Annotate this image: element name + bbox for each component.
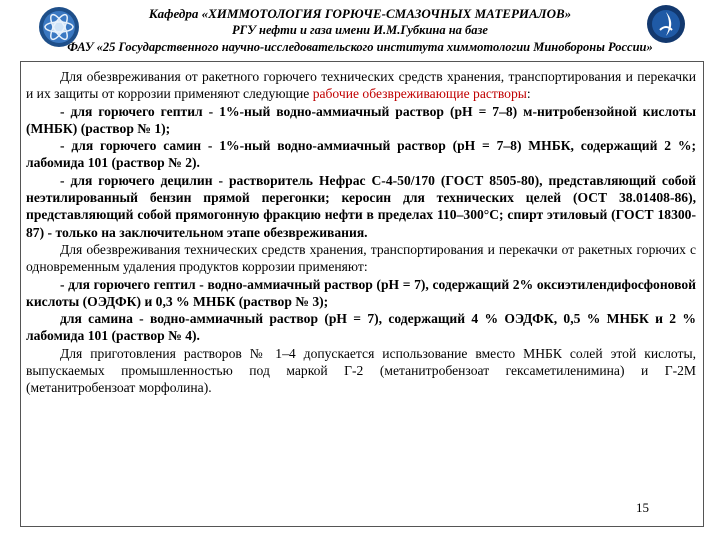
intro-text: Для обезвреживания от ракетного горючего технических средств хранения, транспортирования и перекачки и их защиты от коррозии применяют следующие xyxy=(26,69,696,102)
paragraph-intro xyxy=(26,68,696,103)
university-line: РГУ нефти и газа имени И.М.Губкина на базе xyxy=(232,23,488,37)
item-decilin: - для горючего децилин - растворитель Нефрас С-4-50/170 (ГОСТ 8505-80), представляющий собой неэтилированный бензин прямой перегонки; керосин для технических целей (ОСТ 38.01408-86), представляющий собой прямогонную фракцию нефти в пределах 110–300°С; спирт этиловый (ГОСТ 18300-87) - только на заключительном этапе обезвреживания. xyxy=(26,172,696,240)
institute-line: ФАУ «25 Государственного научно-исследовательского института химмотологии Минобороны России» xyxy=(67,40,653,54)
item-heptyl-corrosion: - для горючего гептил - водно-аммиачный раствор (рН = 7), содержащий 2% оксиэтилендифосфоновой кислоты (ОЭДФК) и 0,3 % МНБК (раствор № 3); xyxy=(26,276,696,309)
department-title: Кафедра «ХИММОТОЛОГИЯ ГОРЮЧЕ-СМАЗОЧНЫХ МАТЕРИАЛОВ» xyxy=(148,6,572,21)
slide-body xyxy=(26,68,696,397)
highlighted-term: рабочие обезвреживающие растворы xyxy=(312,86,527,102)
item-samin: - для горючего самин - 1%-ный водно-аммиачный раствор (рН = 7–8) МНБК, содержащий 2 %; лабомида 101 (раствор № 2). xyxy=(26,138,696,171)
item-heptyl: - для горючего гептил - 1%-ный водно-аммиачный раствор (рН = 7–8) м-нитробензойной кислоты (МНБК) (раствор № 1); xyxy=(26,103,696,136)
paragraph-corrosion: Для обезвреживания технических средств хранения, транспортирования и перекачки от ракетных горючих с одновременным удаления продуктов коррозии применяют: xyxy=(26,241,696,275)
paragraph-substitutes: Для приготовления растворов № 1–4 допускается использование вместо МНБК солей этой кислоты, выпускаемых промышленностью под маркой Г-2 (метанитробензоат гексаметиленимина) и Г-2М (метанитробензоат морфолина). xyxy=(26,345,696,396)
item-samin-corrosion: для самина - водно-аммиачный раствор (рН = 7), содержащий 4 % ОЭДФК, 0,5 % МНБК и 2 % лабомида 101 (раствор № 4). xyxy=(26,311,696,344)
page-number: 15 xyxy=(636,500,649,515)
slide-header xyxy=(0,0,720,58)
university-logo-icon xyxy=(646,4,686,44)
intro-colon: : xyxy=(526,86,531,102)
